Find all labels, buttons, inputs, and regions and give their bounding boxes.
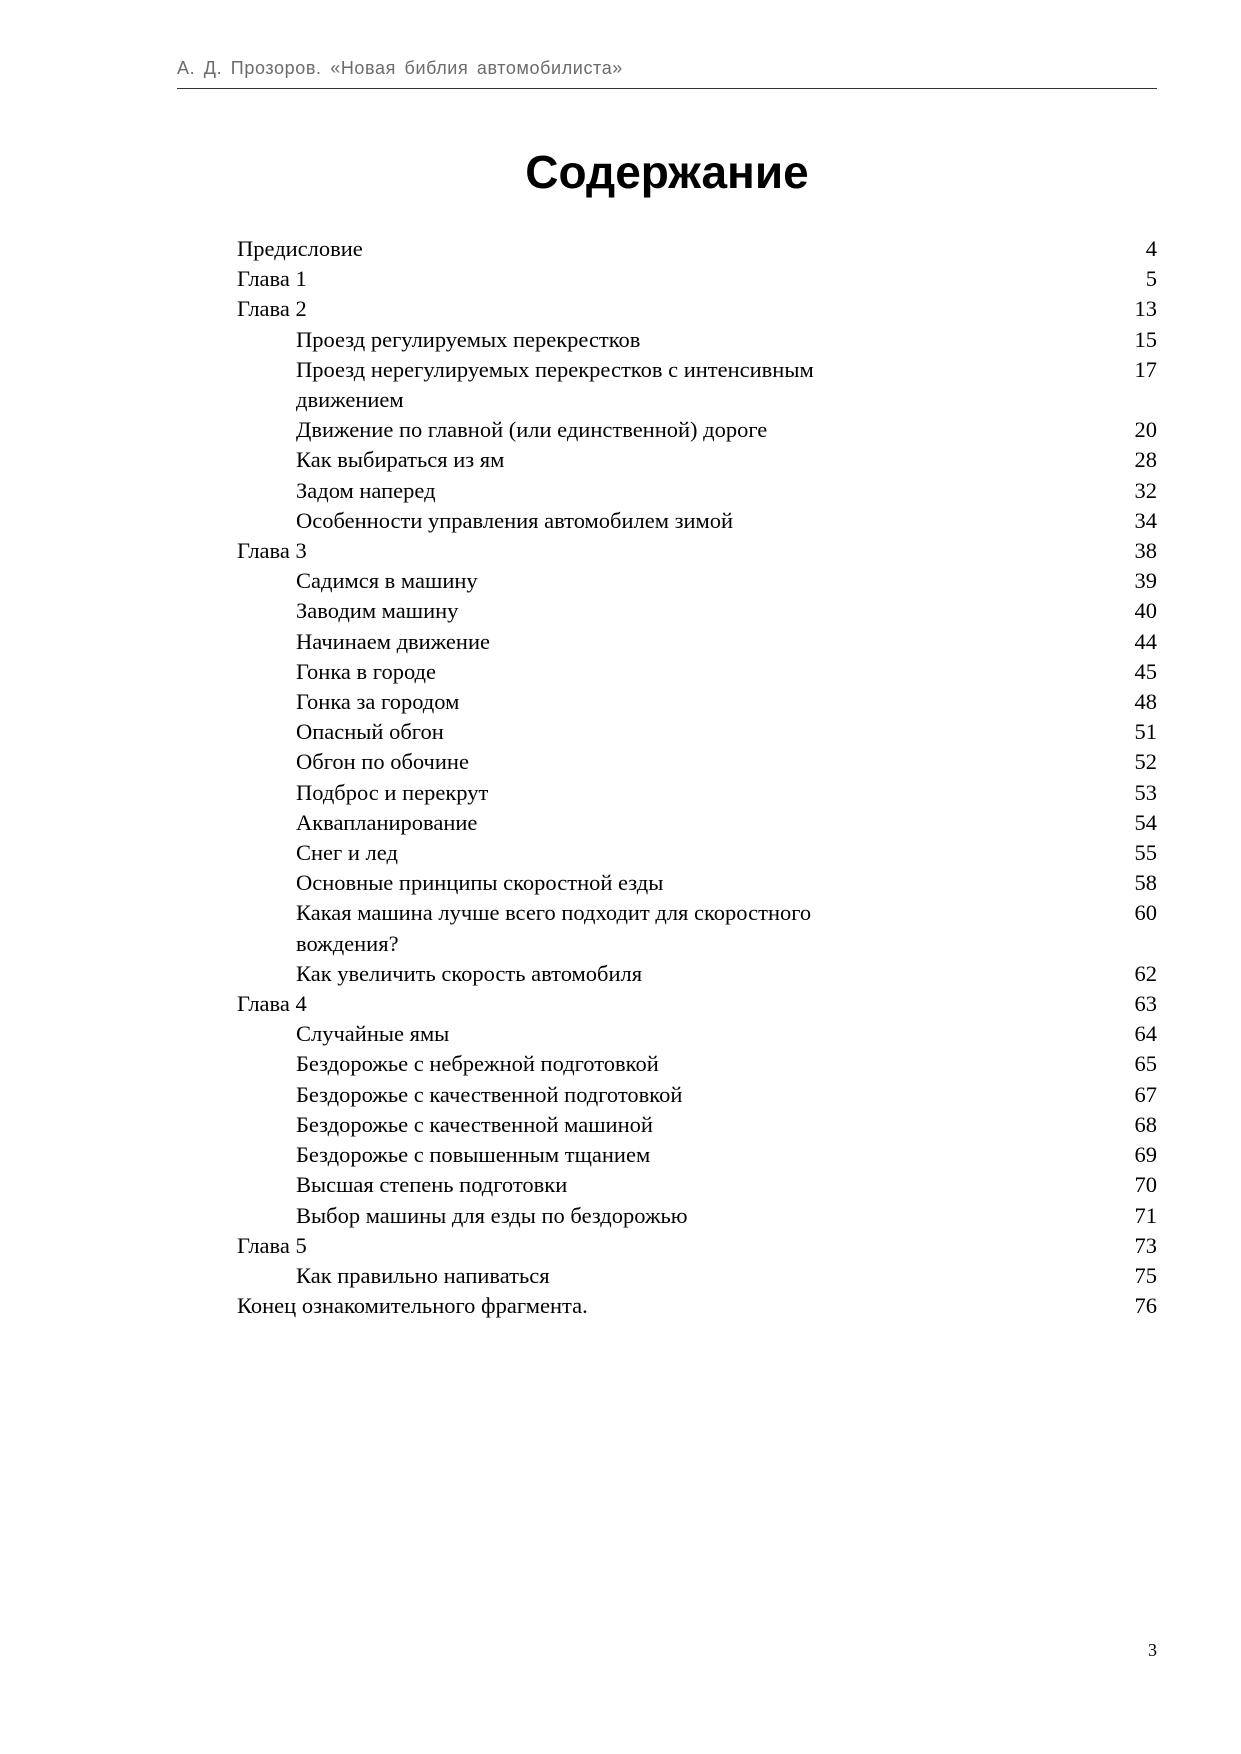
- toc-entry-label: Начинаем движение: [296, 628, 490, 654]
- toc-entry-page-number: 39: [1134, 568, 1157, 594]
- toc-entry-page-number: 5: [1145, 266, 1157, 292]
- toc-entry-label: Предисловие: [237, 236, 363, 261]
- toc-entry-label: Как правильно напиваться: [296, 1262, 550, 1288]
- toc-entry-section[interactable]: [237, 959, 1157, 989]
- toc-entry-section[interactable]: [237, 1170, 1157, 1200]
- toc-entry-page-number: 70: [1134, 1172, 1157, 1198]
- toc-entry-page-number: 76: [1134, 1293, 1157, 1319]
- toc-entry-page-number: 51: [1134, 719, 1157, 745]
- toc-entry-section[interactable]: [237, 415, 1157, 445]
- toc-entry-page-number: 67: [1134, 1081, 1157, 1107]
- toc-entry-label: Бездорожье с повышенным тщанием: [296, 1142, 651, 1168]
- toc-entry-section[interactable]: [237, 1019, 1157, 1049]
- toc-entry-label: Глава 2: [237, 296, 307, 322]
- toc-entry-page-number: 48: [1134, 689, 1157, 715]
- toc-entry-chapter[interactable]: [237, 264, 1157, 294]
- toc-entry-label: Как увеличить скорость автомобиля: [296, 960, 643, 986]
- table-of-contents: [237, 234, 1157, 1321]
- page-title: Содержание: [525, 146, 809, 198]
- toc-entry-label: Особенности управления автомобилем зимой: [296, 507, 734, 533]
- toc-entry-section[interactable]: [237, 325, 1157, 355]
- toc-entry-section[interactable]: [237, 1261, 1157, 1291]
- toc-entry-page-number: 44: [1134, 628, 1157, 654]
- toc-entry-section[interactable]: [237, 1140, 1157, 1170]
- toc-entry-label: Бездорожье с качественной машиной: [296, 1111, 653, 1137]
- page-number: 3: [1148, 1640, 1157, 1660]
- toc-entry-page-number: 17: [1134, 356, 1157, 382]
- toc-entry-label: Высшая степень подготовки: [296, 1172, 568, 1198]
- toc-entry-label: Глава 5: [237, 1232, 307, 1258]
- toc-entry-section[interactable]: [237, 657, 1157, 687]
- toc-entry-page-number: 45: [1134, 658, 1157, 684]
- toc-entry-page-number: 64: [1134, 1021, 1157, 1047]
- toc-entry-page-number: 75: [1134, 1262, 1157, 1288]
- toc-entry-chapter[interactable]: [237, 1291, 1157, 1321]
- toc-entry-label: Бездорожье с небрежной подготовкой: [296, 1051, 659, 1077]
- toc-entry-section[interactable]: [237, 747, 1157, 777]
- toc-entry-section[interactable]: [237, 355, 1157, 415]
- toc-entry-page-number: 68: [1134, 1111, 1157, 1137]
- toc-entry-page-number: 32: [1134, 477, 1157, 503]
- toc-entry-chapter[interactable]: [237, 294, 1157, 324]
- toc-entry-label: Бездорожье с качественной подготовкой: [296, 1081, 683, 1107]
- toc-entry-section[interactable]: [237, 838, 1157, 868]
- toc-entry-section[interactable]: [237, 445, 1157, 475]
- toc-entry-page-number: 4: [1145, 236, 1157, 261]
- toc-entry-page-number: 73: [1134, 1232, 1157, 1258]
- toc-entry-page-number: 34: [1134, 507, 1157, 533]
- toc-entry-page-number: 15: [1134, 326, 1157, 352]
- running-header: А. Д. Прозоров. «Новая библия автомобилиста»: [177, 58, 623, 78]
- toc-entry-label: Проезд регулируемых перекрестков: [296, 326, 641, 352]
- toc-entry-chapter[interactable]: [237, 989, 1157, 1019]
- toc-entry-label: Заводим машину: [296, 598, 459, 624]
- toc-entry-label: Глава 3: [237, 538, 307, 564]
- toc-entry-page-number: 60: [1134, 900, 1157, 926]
- toc-entry-page-number: 54: [1134, 809, 1157, 835]
- toc-entry-label: Случайные ямы: [296, 1021, 450, 1047]
- toc-entry-page-number: 63: [1134, 991, 1157, 1017]
- toc-entry-label: Садимся в машину: [296, 568, 478, 594]
- toc-entry-label: Конец ознакомительного фрагмента.: [237, 1293, 588, 1319]
- toc-entry-section[interactable]: [237, 898, 1157, 958]
- toc-entry-label: Глава 1: [237, 266, 307, 292]
- toc-entry-section[interactable]: [237, 476, 1157, 506]
- toc-entry-page-number: 38: [1134, 538, 1157, 564]
- toc-entry-label: Опасный обгон: [296, 719, 444, 745]
- toc-entry-section[interactable]: [237, 1080, 1157, 1110]
- toc-entry-section[interactable]: [237, 1049, 1157, 1079]
- header-divider: [177, 88, 1157, 89]
- toc-entry-section[interactable]: [237, 566, 1157, 596]
- toc-entry-page-number: 53: [1134, 779, 1157, 805]
- toc-entry-label: Гонка в городе: [296, 658, 436, 684]
- toc-entry-chapter[interactable]: [237, 536, 1157, 566]
- toc-entry-section[interactable]: [237, 687, 1157, 717]
- toc-entry-section[interactable]: [237, 1110, 1157, 1140]
- toc-entry-label: Как выбираться из ям: [296, 447, 505, 473]
- toc-entry-label: Гонка за городом: [296, 689, 460, 715]
- toc-entry-page-number: 40: [1134, 598, 1157, 624]
- toc-entry-label: Подброс и перекрут: [296, 779, 489, 805]
- toc-entry-label: Какая машина лучше всего подходит для скоростного вождения?: [296, 900, 812, 956]
- toc-entry-page-number: 20: [1134, 417, 1157, 443]
- toc-entry-page-number: 13: [1134, 296, 1157, 322]
- toc-entry-section[interactable]: [237, 717, 1157, 747]
- toc-entry-label: Обгон по обочине: [296, 749, 469, 775]
- toc-entry-label: Глава 4: [237, 991, 307, 1017]
- toc-entry-section[interactable]: [237, 808, 1157, 838]
- toc-entry-label: Аквапланирование: [296, 809, 478, 835]
- toc-entry-label: Выбор машины для езды по бездорожью: [296, 1202, 688, 1228]
- toc-entry-label: Проезд нерегулируемых перекрестков с интенсивным движением: [296, 356, 814, 413]
- toc-entry-section[interactable]: [237, 596, 1157, 626]
- toc-entry-page-number: 28: [1134, 447, 1157, 473]
- toc-entry-page-number: 62: [1134, 960, 1157, 986]
- toc-entry-chapter[interactable]: [237, 234, 1157, 264]
- toc-entry-label: Движение по главной (или единственной) дороге: [296, 417, 768, 443]
- toc-entry-label: Задом наперед: [296, 477, 436, 503]
- toc-entry-page-number: 71: [1134, 1202, 1157, 1228]
- toc-entry-chapter[interactable]: [237, 1231, 1157, 1261]
- toc-entry-section[interactable]: [237, 627, 1157, 657]
- toc-entry-page-number: 55: [1134, 840, 1157, 866]
- toc-entry-section[interactable]: [237, 868, 1157, 898]
- toc-entry-page-number: 58: [1134, 870, 1157, 896]
- toc-entry-section[interactable]: [237, 778, 1157, 808]
- toc-entry-page-number: 69: [1134, 1142, 1157, 1168]
- toc-entry-section[interactable]: [237, 506, 1157, 536]
- toc-entry-section[interactable]: [237, 1201, 1157, 1231]
- toc-entry-label: Основные принципы скоростной езды: [296, 870, 664, 896]
- toc-entry-page-number: 52: [1134, 749, 1157, 775]
- toc-entry-page-number: 65: [1134, 1051, 1157, 1077]
- toc-entry-label: Снег и лед: [296, 840, 398, 866]
